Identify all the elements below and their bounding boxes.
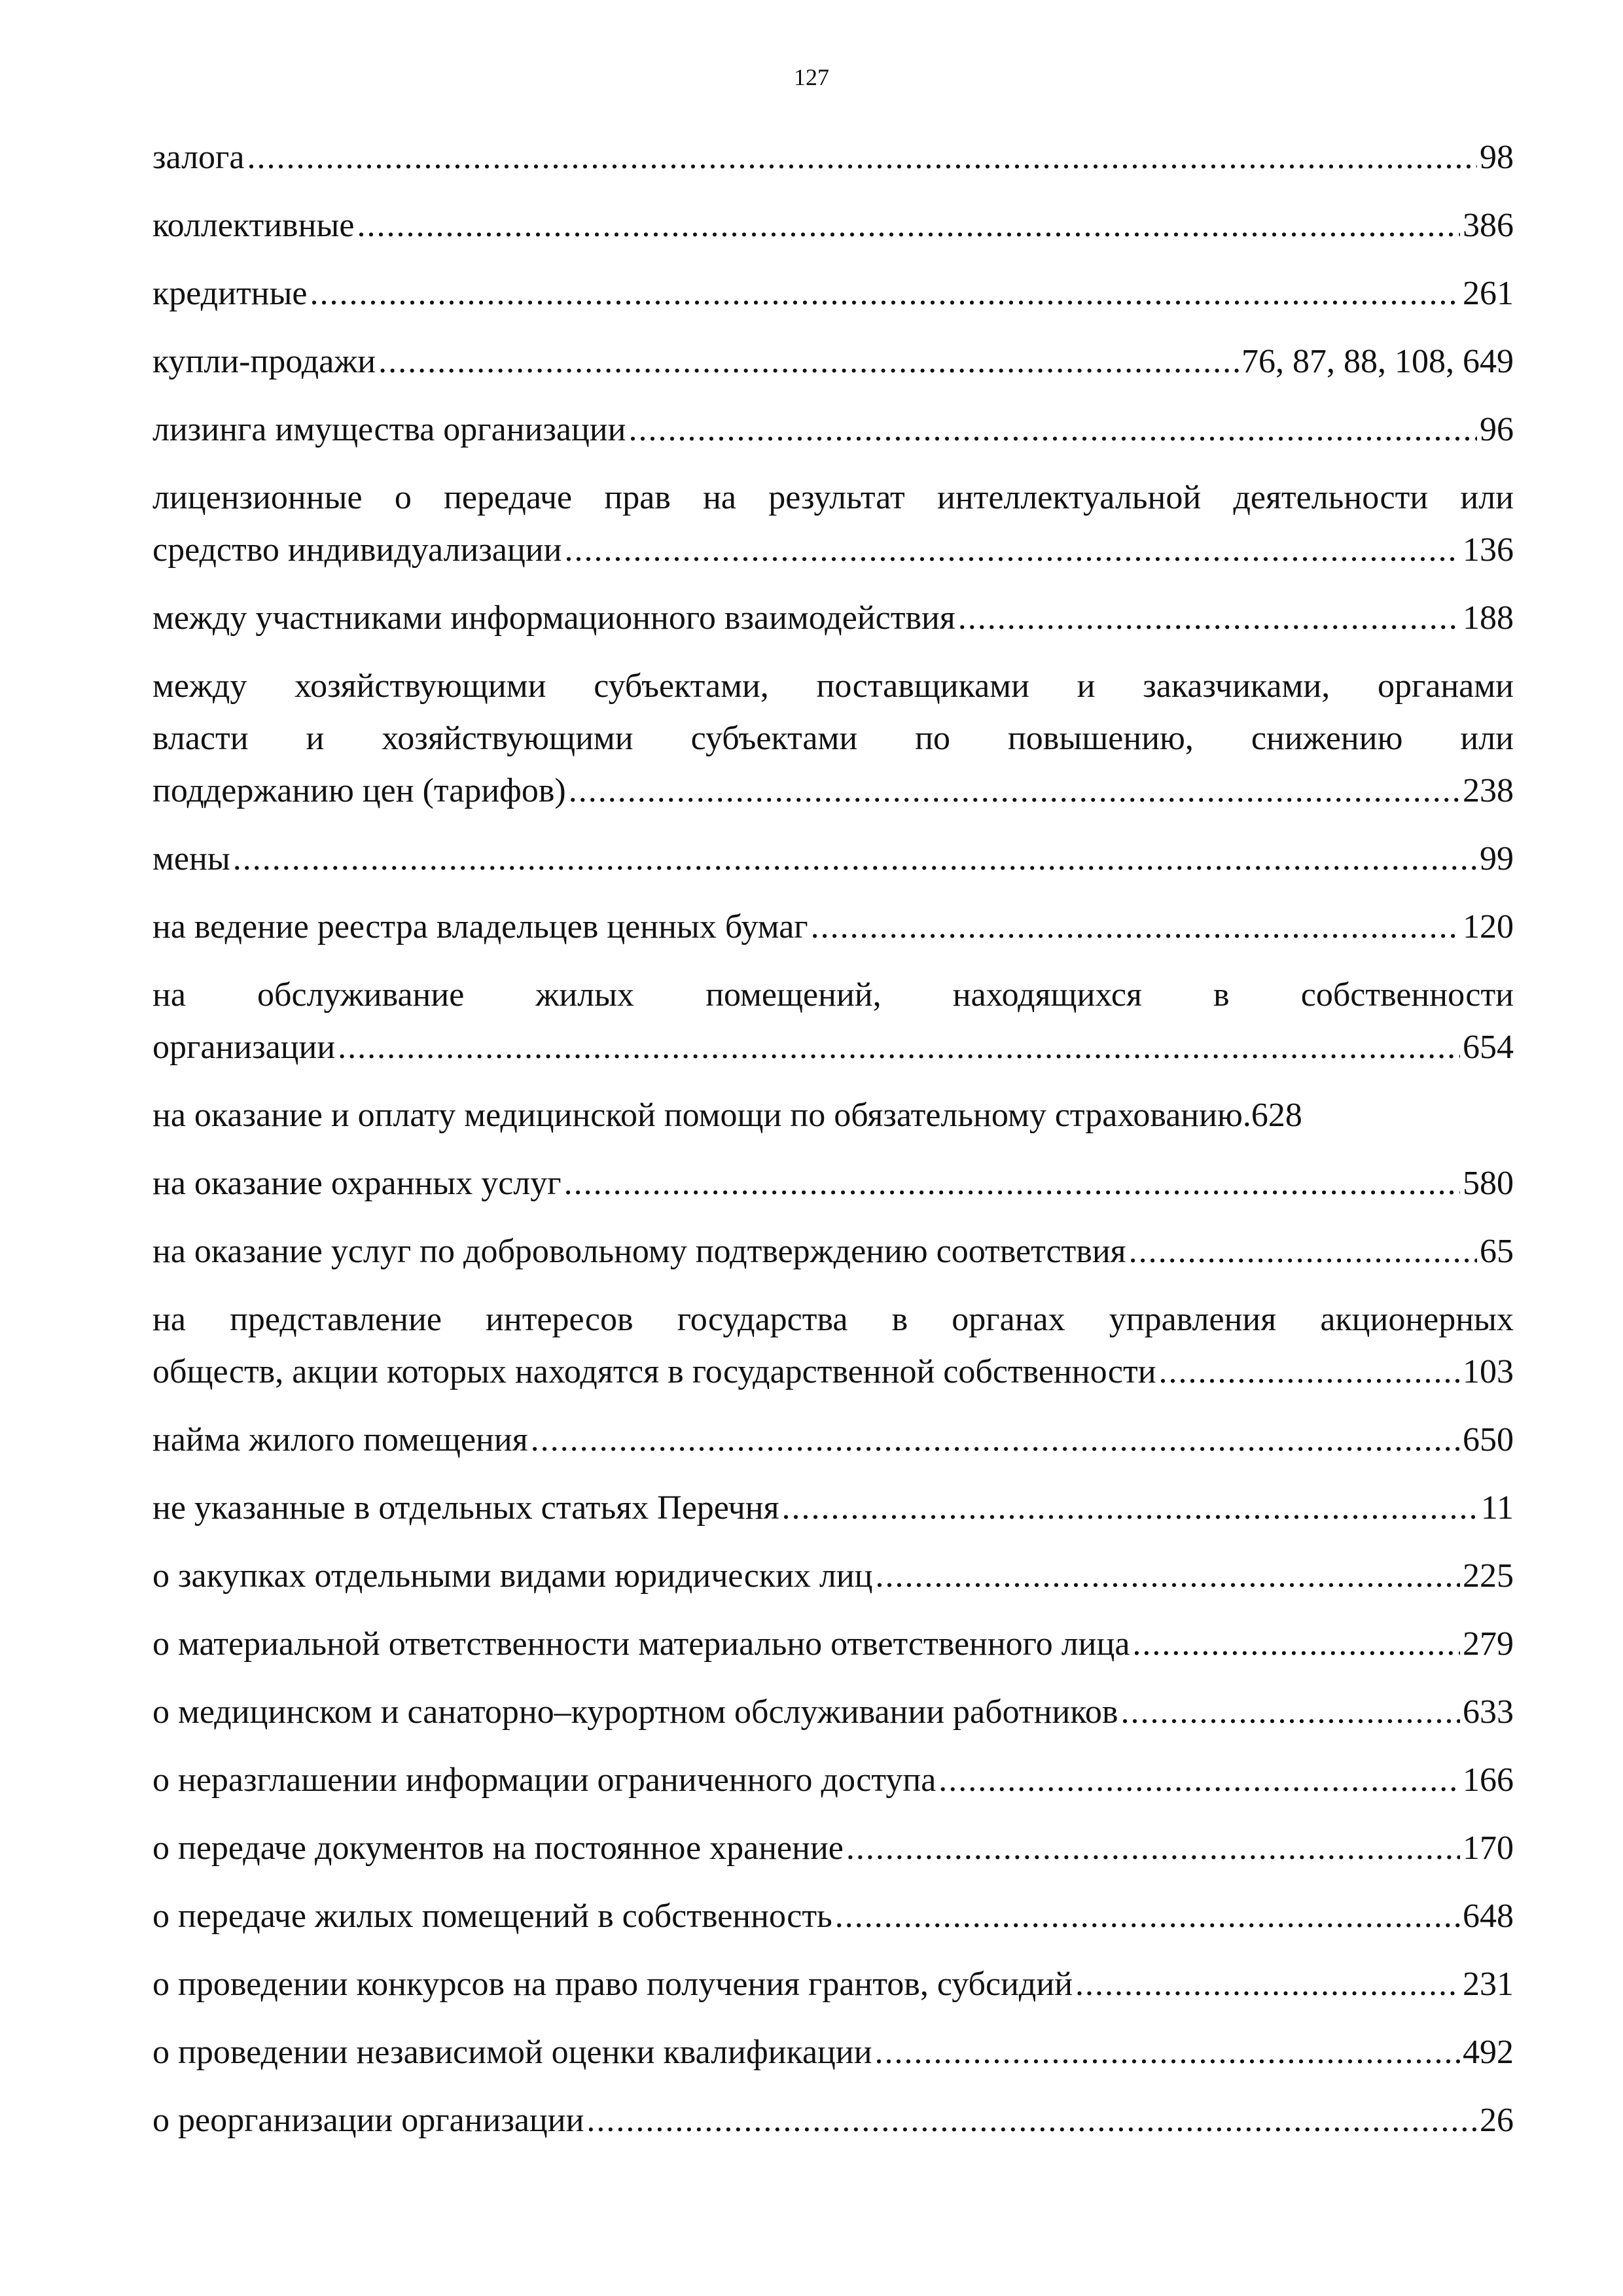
index-entry <box>152 1822 1514 1875</box>
dot-leader <box>1075 1958 1460 2011</box>
index-entry <box>152 1618 1514 1670</box>
entry-pages: 492 <box>1463 2034 1514 2071</box>
entry-pages: 650 <box>1463 1421 1514 1458</box>
entry-pages: 65 <box>1480 1233 1514 1270</box>
index-entry <box>152 1294 1514 1398</box>
entry-title: лизинга имущества организации <box>152 411 626 448</box>
index-entry <box>152 2026 1514 2079</box>
entry-pages: 26 <box>1480 2102 1514 2139</box>
entry-title: на оказание охранных услуг <box>152 1165 562 1202</box>
dot-leader <box>569 765 1460 817</box>
dot-leader <box>938 1754 1460 1807</box>
entry-title-tail <box>152 765 1514 817</box>
entry-pages: 188 <box>1463 599 1514 637</box>
entry-pages: 136 <box>1463 531 1514 569</box>
index-entry <box>152 1754 1514 1807</box>
entry-title-lead: на представление интересов государства в органах управления акционерных <box>152 1301 1514 1338</box>
index-entry <box>152 833 1514 885</box>
entry-pages: 11 <box>1480 1489 1514 1527</box>
entry-pages: 628 <box>1251 1097 1302 1134</box>
index-entry <box>152 1890 1514 1943</box>
entry-pages: 279 <box>1463 1625 1514 1663</box>
entry-pages: 231 <box>1463 1966 1514 2003</box>
index-entry <box>152 1157 1514 1210</box>
dot-leader <box>1159 1346 1460 1398</box>
entry-title: коллективные <box>152 207 355 244</box>
dot-leader <box>357 200 1460 252</box>
dot-leader <box>1132 1618 1460 1670</box>
dot-leader <box>876 1550 1460 1602</box>
index-entry <box>152 901 1514 953</box>
index-entry <box>152 200 1514 252</box>
dot-leader <box>247 132 1477 184</box>
page-number: 127 <box>794 64 829 90</box>
dot-leader <box>310 268 1460 320</box>
dot-leader <box>564 1157 1460 1210</box>
entry-title: о закупках отдельными видами юридических лиц <box>152 1557 873 1595</box>
entry-title: на оказание услуг по добровольному подтверждению соответствия <box>152 1233 1126 1270</box>
index-entry <box>152 1958 1514 2011</box>
entry-title: о медицинском и санаторно–курортном обслуживании работников <box>152 1693 1118 1731</box>
index-entry <box>152 1414 1514 1466</box>
index-entry <box>152 1226 1514 1278</box>
index-list <box>152 132 1514 2163</box>
entry-title: средство индивидуализации <box>152 531 562 569</box>
index-entry <box>152 592 1514 645</box>
dot-leader <box>586 2094 1477 2147</box>
entry-pages: 170 <box>1463 1829 1514 1867</box>
entry-title: залога <box>152 139 245 176</box>
entry-title: о реорганизации организации <box>152 2102 584 2139</box>
index-entry <box>152 660 1514 817</box>
entry-title: о неразглашении информации ограниченного доступа <box>152 1761 936 1799</box>
dot-leader <box>811 901 1460 953</box>
entry-pages: 580 <box>1463 1165 1514 1202</box>
entry-title-lead: лицензионные о передаче прав на результат интеллектуальной деятельности или <box>152 479 1514 516</box>
dot-leader <box>531 1414 1460 1466</box>
entry-pages: 261 <box>1463 275 1514 312</box>
entry-title: мены <box>152 840 230 877</box>
entry-title: о передаче жилых помещений в собственность <box>152 1898 832 1935</box>
dot-leader <box>1120 1686 1460 1739</box>
entry-title: о проведении независимой оценки квалификации <box>152 2034 872 2071</box>
entry-pages: 654 <box>1463 1029 1514 1066</box>
entry-title: о передаче документов на постоянное хранение <box>152 1829 844 1867</box>
entry-title: о материальной ответственности материально ответственного лица <box>152 1625 1130 1663</box>
entry-title-tail <box>152 1346 1514 1398</box>
entry-title-lead: между хозяйствующими субъектами, поставщиками и заказчиками, органами <box>152 667 1514 705</box>
entry-pages: 633 <box>1463 1693 1514 1731</box>
entry-title: о проведении конкурсов на право получения грантов, субсидий <box>152 1966 1073 2003</box>
entry-pages: 120 <box>1463 908 1514 945</box>
index-entry <box>152 472 1514 576</box>
entry-pages: 98 <box>1480 139 1514 176</box>
dot-leader <box>846 1822 1460 1875</box>
dot-leader <box>233 833 1477 885</box>
entry-title: на ведение реестра владельцев ценных бумаг <box>152 908 808 945</box>
entry-pages: 96 <box>1480 411 1514 448</box>
index-entry <box>152 268 1514 320</box>
index-entry <box>152 1550 1514 1602</box>
index-entry <box>152 2094 1514 2147</box>
entry-pages: 386 <box>1463 207 1514 244</box>
entry-pages: 648 <box>1463 1898 1514 1935</box>
entry-title: поддержанию цен (тарифов) <box>152 772 566 809</box>
dot-leader <box>1129 1226 1477 1278</box>
index-entry <box>152 132 1514 184</box>
entry-title-lead: власти и хозяйствующими субъектами по повышению, снижению или <box>152 720 1514 757</box>
entry-title: между участниками информационного взаимодействия <box>152 599 955 637</box>
entry-title-tail <box>152 524 1514 576</box>
entry-pages: 238 <box>1463 772 1514 809</box>
entry-title: кредитные <box>152 275 308 312</box>
index-entry <box>152 1089 1514 1142</box>
entry-title-tail <box>152 1021 1514 1074</box>
entry-pages: 103 <box>1463 1353 1514 1390</box>
entry-pages: 76, 87, 88, 108, 649 <box>1241 343 1514 380</box>
dot-leader <box>378 336 1239 388</box>
index-entry <box>152 969 1514 1074</box>
entry-title: на оказание и оплату медицинской помощи по обязательному страхованию <box>152 1097 1243 1134</box>
entry-title: купли-продажи <box>152 343 376 380</box>
index-entry <box>152 1686 1514 1739</box>
index-entry <box>152 404 1514 456</box>
index-entry <box>152 336 1514 388</box>
entry-title: найма жилого помещения <box>152 1421 528 1458</box>
dot-leader <box>628 404 1477 456</box>
dot-leader <box>875 2026 1460 2079</box>
dot-leader <box>338 1021 1460 1074</box>
dot-leader <box>835 1890 1460 1943</box>
entry-pages: 225 <box>1463 1557 1514 1595</box>
dot-leader <box>958 592 1460 645</box>
entry-pages: 99 <box>1480 840 1514 877</box>
entry-title: обществ, акции которых находятся в государственной собственности <box>152 1353 1156 1390</box>
entry-pages: 166 <box>1463 1761 1514 1799</box>
dot-separator: . <box>1242 1097 1251 1134</box>
entry-title: не указанные в отдельных статьях Перечня <box>152 1489 779 1527</box>
dot-leader <box>781 1482 1478 1534</box>
entry-title: организации <box>152 1029 336 1066</box>
entry-title-lead: на обслуживание жилых помещений, находящихся в собственности <box>152 976 1514 1014</box>
dot-leader <box>564 524 1460 576</box>
index-entry <box>152 1482 1514 1534</box>
